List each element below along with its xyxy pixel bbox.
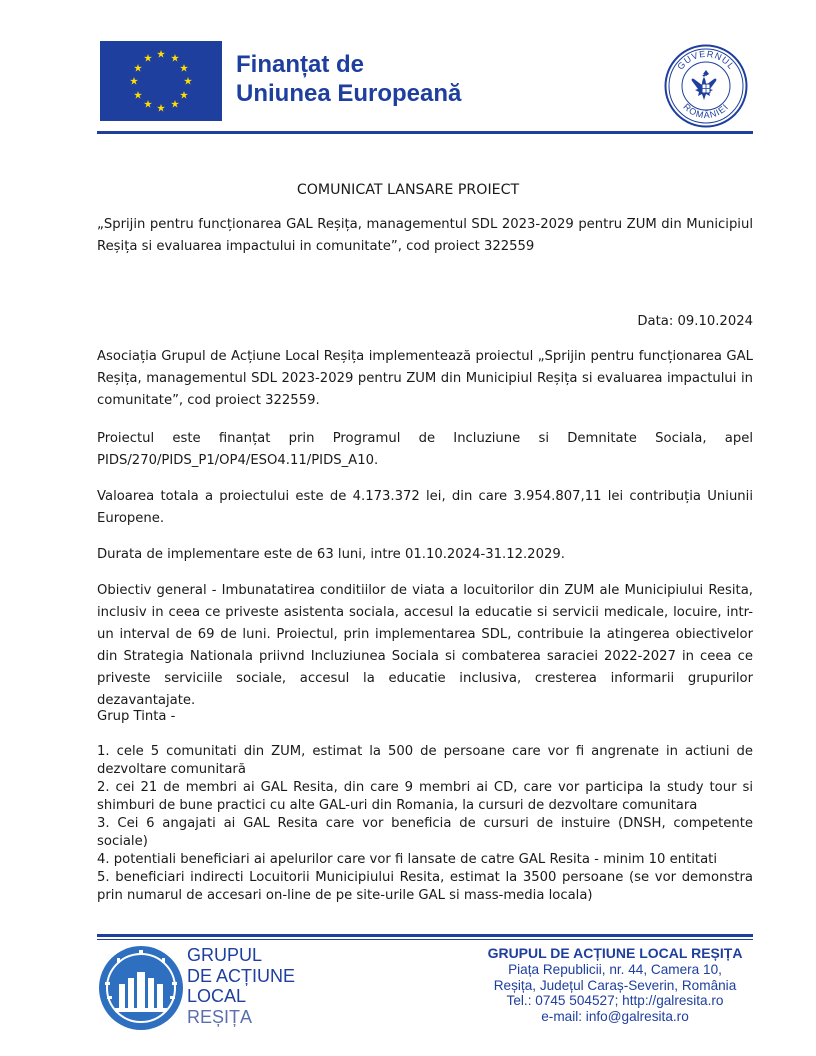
eu-star-icon — [180, 64, 188, 72]
eu-funding-label — [236, 50, 461, 108]
eu-star-icon — [157, 50, 165, 58]
eu-star-icon — [134, 91, 142, 99]
svg-text:ROMÂNIEI — [681, 101, 730, 120]
paragraph-financing-program: Proiectul este finanțat prin Programul de Incluziune si Demnitate Sociala, apel PIDS/270/PIDS_P1/OP4/ESO4.11/PIDS_A10. — [97, 431, 753, 468]
gal-resita-logo-icon — [97, 944, 185, 1032]
government-seal-icon — [664, 44, 748, 128]
list-item: 3. Cei 6 angajati ai GAL Resita care vor beneficia de cursuri de instuire (DNSH, competente sociale) — [97, 816, 753, 849]
seal-text-bottom: ROMÂNIEI — [681, 101, 731, 121]
gal-logo-line-3: LOCAL — [187, 986, 247, 1006]
footer-contact-block — [460, 946, 770, 1025]
list-item: 2. cei 21 de membri ai GAL Resita, din care 9 membri ai CD, care vor participa la study tour si shimburi de bune practici cu alte GAL-uri din Romania, la cursuri de dezvoltare comunitara — [97, 780, 753, 813]
gal-logo-line-1: GRUPUL — [187, 945, 263, 965]
gal-logo-wordmark — [187, 945, 295, 1027]
list-item: 5. beneficiari indirecti Locuitorii Municipiului Resita, estimat la 3500 persoane (se vor demonstra prin numarul de accesari on-line de pe site-urile GAL si mass-media locala) — [97, 870, 753, 903]
paragraph-duration: Durata de implementare este de 63 luni, intre 01.10.2024-31.12.2029. — [97, 547, 565, 562]
footer-organization: GRUPUL DE ACȚIUNE LOCAL REȘIȚA — [487, 945, 743, 961]
eu-flag-icon — [100, 41, 222, 121]
eu-funding-line-1: Finanțat de — [236, 51, 365, 78]
footer-phone-web: Tel.: 0745 504527; http://galresita.ro — [506, 993, 724, 1009]
eu-star-icon — [144, 54, 152, 62]
document-date: Data: 09.10.2024 — [637, 314, 753, 329]
eu-funding-line-2: Uniunea Europeană — [236, 80, 462, 107]
eu-star-icon — [144, 100, 152, 108]
footer-address-1: Piața Republicii, nr. 44, Camera 10, — [508, 961, 722, 977]
footer-divider — [97, 934, 753, 937]
gal-logo-line-4: REȘIȚA — [187, 1006, 253, 1027]
project-name: „Sprijin pentru funcționarea GAL Reșița, managementul SDL 2023-2029 pentru ZUM din Municipiul Reșița si evaluarea impactului in comunitate”, cod proiect 322559 — [97, 217, 753, 254]
eu-star-icon — [180, 91, 188, 99]
eu-star-icon — [184, 77, 192, 85]
eu-star-icon — [171, 54, 179, 62]
eu-star-icon — [134, 64, 142, 72]
list-item: 1. cele 5 comunitati din ZUM, estimat la 500 de persoane care vor fi angrenate in actiuni de dezvoltare comunitară — [97, 744, 753, 777]
target-group-heading: Grup Tinta - — [97, 709, 176, 724]
eu-star-icon — [157, 104, 165, 112]
paragraph-implementation: Asociația Grupul de Acțiune Local Reșița implementează proiectul „Sprijin pentru funcționarea GAL Reșița, managementul SDL 2023-2029 pentru ZUM din Municipiul Reșița si evaluarea impactului in comunitate”, cod proiect 322559. — [97, 349, 753, 408]
paragraph-project-value: Valoarea totala a proiectului este de 4.173.372 lei, din care 3.954.807,11 lei contribuția Uniunii Europene. — [97, 489, 753, 526]
eu-star-icon — [130, 77, 138, 85]
header-divider — [97, 131, 753, 134]
paragraph-general-objective: Obiectiv general - Imbunatatirea conditiilor de viata a locuitorilor din ZUM ale Municipiului Resita, inclusiv in ceea ce priveste asistenta sociala, accesul la educatie si servicii medicale, locuire, intr-un interval de 69 de luni. Proiectul, prin implementarea SDL, contribuie la atingerea obiectivelor din Strategia Nationala priivnd Incluziunea Sociala si combaterea saraciei 2022-2027 in ceea ce priveste serviciile sociale, accesul la educatie inclusiva, cresterea informarii grupurilor dezavantajate. — [97, 583, 753, 708]
footer-address-2: Reșița, Județul Caraș-Severin, România — [493, 977, 737, 993]
footer-divider-thin — [97, 939, 753, 940]
eu-star-icon — [171, 100, 179, 108]
target-group-list — [97, 743, 753, 905]
document-title: COMUNICAT LANSARE PROIECT — [296, 182, 520, 198]
footer-email: e-mail: info@galresita.ro — [541, 1009, 689, 1025]
list-item: 4. potentiali beneficiari ai apelurilor care vor fi lansate de catre GAL Resita - minim 10 entitati — [97, 852, 718, 867]
seal-text-top: GUVERNUL — [675, 48, 737, 72]
gal-logo-line-2: DE ACȚIUNE — [187, 965, 296, 986]
